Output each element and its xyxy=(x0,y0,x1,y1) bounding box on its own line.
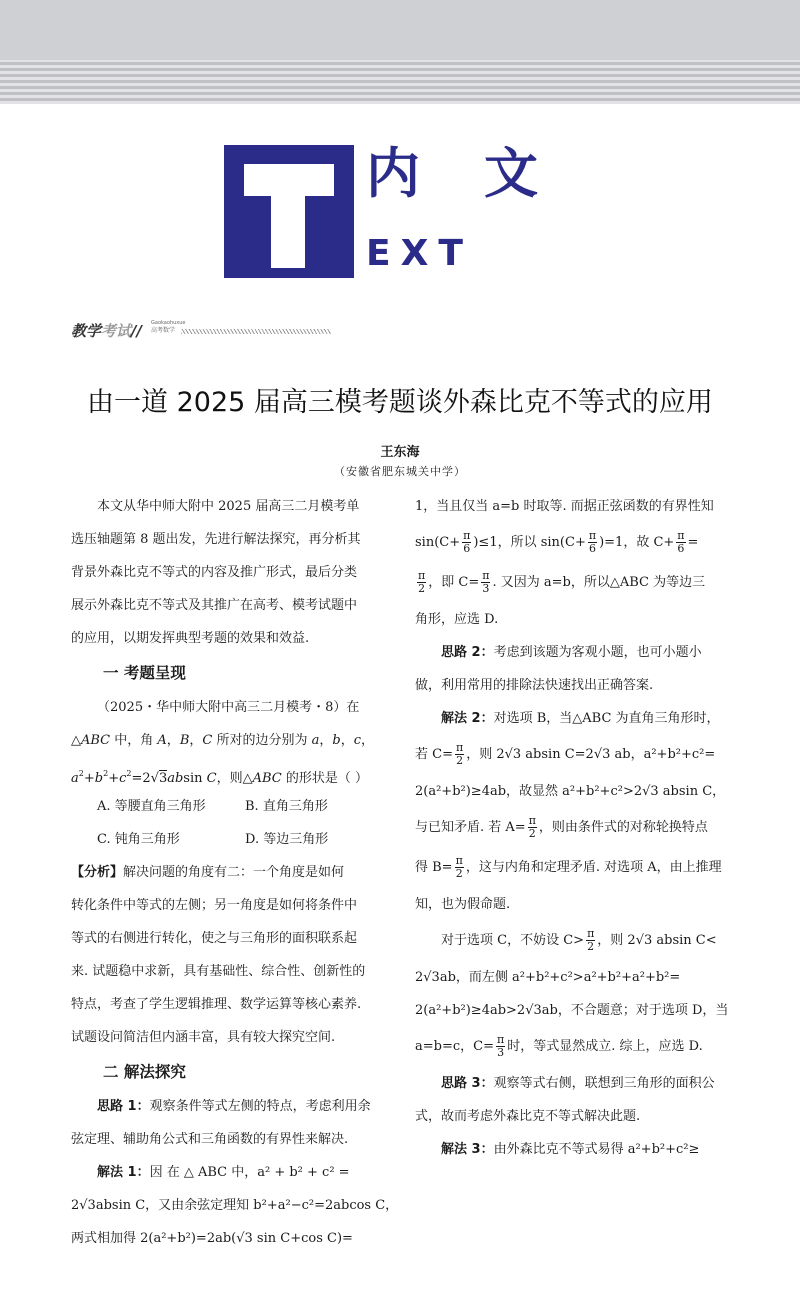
idea-tag: 思路 1： xyxy=(97,1099,150,1114)
math-var: c xyxy=(119,771,127,786)
numerator: π xyxy=(528,814,536,827)
journal-name xyxy=(71,320,142,341)
fraction xyxy=(455,742,464,767)
analysis-tag: 【分析】 xyxy=(71,865,124,880)
text-run: )=1，故 C+ xyxy=(599,535,675,550)
journal-name-part: // xyxy=(131,322,142,340)
text-run: ，则 2√3 absin C< xyxy=(597,933,717,948)
numerator: π xyxy=(463,529,471,542)
numerator: π xyxy=(418,569,426,582)
article-author: 王东海 xyxy=(380,445,420,460)
idea-tag: 思路 3： xyxy=(441,1076,494,1091)
option-a: A. 等腰直角三角形 xyxy=(97,799,206,814)
text-run: 观察等式右侧，联想到三角形的面积公 xyxy=(493,1076,715,1091)
banner-stripe xyxy=(0,62,800,65)
article-affiliation: （安徽省肥东城关中学） xyxy=(334,465,466,478)
text-run: =2 xyxy=(131,771,151,786)
banner-stripe xyxy=(0,98,800,101)
math-var: b xyxy=(94,771,104,786)
solution-line: 两式相加得 2(a²+b²)=2ab(√3 sin C+cos C)= xyxy=(71,1231,353,1246)
option-d: D. 等边三角形 xyxy=(245,832,329,847)
solution-tag: 解法 3： xyxy=(441,1142,494,1157)
solution-line xyxy=(415,1027,741,1067)
idea-line xyxy=(415,636,741,669)
idea-line: 式，故而考虑外森比克不等式解决此题. xyxy=(415,1109,641,1124)
text-run: 中，角 xyxy=(110,733,158,748)
denominator: 6 xyxy=(588,542,596,555)
section-heading: 二 解法探究 xyxy=(103,1063,186,1081)
denominator: 6 xyxy=(463,542,471,555)
sqrt-radicand: 3 xyxy=(158,771,168,786)
problem-line: （2025・华中师大附中高三二月模考・8）在 xyxy=(97,700,360,715)
fraction xyxy=(528,815,537,840)
solution-line xyxy=(71,1156,397,1189)
section-title-cn: 内文 xyxy=(366,142,602,205)
sqrt-sign: √ xyxy=(150,771,159,786)
solution-line: 2√3ab，而左侧 a²+b²+c²>a²+b²+a²+b²= xyxy=(415,970,681,985)
analysis-line: 特点，考查了学生逻辑推理、数学运算等核心素养. xyxy=(71,997,362,1012)
text-run: 所对的边分别为 xyxy=(212,733,312,748)
section-logo-t-stem xyxy=(271,164,305,268)
numerator: π xyxy=(496,1033,505,1046)
section-heading: 一 考题呈现 xyxy=(103,664,186,682)
numerator: π xyxy=(588,529,597,542)
denominator: 2 xyxy=(456,754,464,767)
fraction xyxy=(676,530,685,555)
text-run: 解决问题的角度有二：一个角度是如何 xyxy=(123,865,345,880)
text-run: + xyxy=(83,771,95,786)
text-run: = xyxy=(687,535,699,550)
text-run: . 又因为 a=b，所以△ABC 为等边三 xyxy=(492,575,706,590)
fraction xyxy=(455,855,464,880)
solution-line xyxy=(415,702,741,735)
solution-line: 1，当且仅当 a=b 时取等. 而据正弦函数的有界性知 xyxy=(415,499,714,514)
denominator: 3 xyxy=(482,582,490,595)
text-run: ，这与内角和定理矛盾. 对选项 A，由上推理 xyxy=(465,860,722,875)
text-run: 得 B= xyxy=(415,860,453,875)
numerator: π xyxy=(677,529,685,542)
text-run: ， xyxy=(189,733,203,748)
solution-line: 知，也为假命题. xyxy=(415,897,511,912)
math-var: A xyxy=(157,733,167,748)
banner-stripe xyxy=(0,86,800,89)
analysis-line: 转化条件中等式的左侧；另一角度是如何将条件中 xyxy=(71,898,358,913)
math-var: b xyxy=(332,733,341,748)
article-title: 由一道 2025 届高三模考题谈外森比克不等式的应用 xyxy=(87,387,713,418)
analysis-line xyxy=(71,856,397,889)
text-run: sin xyxy=(183,771,207,786)
math-var: ABC xyxy=(81,733,111,748)
text-run: ， xyxy=(166,733,180,748)
journal-tag xyxy=(71,318,271,342)
text-run: 若 C= xyxy=(415,747,453,762)
abstract-line: 展示外森比克不等式及其推广在高考、模考试题中 xyxy=(71,598,358,613)
idea-line: 弦定理、辅助角公式和三角函数的有界性来解决. xyxy=(71,1132,349,1147)
denominator: 2 xyxy=(587,940,595,953)
banner-stripe xyxy=(0,68,800,71)
superscript: 2 xyxy=(126,769,132,778)
denominator: 3 xyxy=(497,1046,505,1059)
top-banner xyxy=(0,0,800,104)
superscript: 2 xyxy=(103,769,109,778)
fraction xyxy=(481,570,490,595)
numerator: π xyxy=(455,741,464,754)
fraction xyxy=(588,530,597,555)
solution-line: 2(a²+b²)≥4ab，故显然 a²+b²+c²>2√3 absin C， xyxy=(415,784,726,799)
solution-tag: 解法 2： xyxy=(441,711,494,726)
text-run: )≤1，所以 sin(C+ xyxy=(473,535,586,550)
text-run: 观察条件等式左侧的特点，考虑利用余 xyxy=(149,1099,371,1114)
solution-line xyxy=(415,808,741,848)
analysis-line: 等式的右侧进行转化，使之与三角形的面积联系起 xyxy=(71,931,358,946)
math-var: ab xyxy=(167,771,184,786)
solution-line xyxy=(415,848,741,888)
math-var: ABC xyxy=(252,771,282,786)
journal-subtitle-pinyin: Gaokaohuxue xyxy=(151,320,186,326)
journal-subtitle-cn: 高考数学 xyxy=(151,327,176,334)
option-b: B. 直角三角形 xyxy=(245,799,328,814)
text-run: 时，等式显然成立. 综上，应选 D. xyxy=(507,1039,703,1054)
journal-hatch-decoration xyxy=(181,329,331,334)
text-run: 考虑到该题为客观小题，也可小题小 xyxy=(493,645,702,660)
idea-line xyxy=(71,1090,397,1123)
text-run: 由外森比克不等式易得 a²+b²+c²≥ xyxy=(493,1142,700,1157)
abstract-line: 背景外森比克不等式的内容及推广形式，最后分类 xyxy=(71,565,358,580)
solution-line: 角形，应选 D. xyxy=(415,612,499,627)
solution-line xyxy=(415,735,741,775)
banner-stripe xyxy=(0,74,800,77)
right-column xyxy=(415,490,741,1166)
abstract-line: 选压轴题第 8 题出发，先进行解法探究，再分析其 xyxy=(71,532,361,547)
numerator: π xyxy=(455,854,463,867)
math-var: a xyxy=(311,733,320,748)
numerator: π xyxy=(587,927,595,940)
banner-stripe xyxy=(0,80,800,83)
solution-line: 2(a²+b²)≥4ab>2√3ab，不合题意；对于选项 D，当 xyxy=(415,1003,729,1018)
idea-tag: 思路 2： xyxy=(441,645,494,660)
options-row xyxy=(71,823,397,856)
solution-line xyxy=(415,563,741,603)
options-row xyxy=(71,790,397,823)
text-run: sin(C+ xyxy=(415,535,461,550)
denominator: 2 xyxy=(455,867,463,880)
fraction xyxy=(417,570,426,595)
denominator: 2 xyxy=(418,582,426,595)
top-banner-solid xyxy=(0,0,800,60)
text-run: △ xyxy=(71,733,81,748)
text-run: 的形状是（ ） xyxy=(281,771,368,786)
text-run: ， xyxy=(340,733,354,748)
text-run: a=b=c，C= xyxy=(415,1039,494,1054)
left-column xyxy=(71,490,397,1255)
text-run: ， xyxy=(319,733,333,748)
section-title-en: EXT xyxy=(366,233,473,274)
solution-line xyxy=(415,1133,741,1166)
text-run: 对于选项 C，不妨设 C> xyxy=(441,933,585,948)
solution-line: 2√3absin C，又由余弦定理知 b²+a²−c²=2abcos C， xyxy=(71,1198,399,1213)
fraction xyxy=(496,1034,505,1059)
analysis-line: 来. 试题稳中求新，具有基础性、综合性、创新性的 xyxy=(71,964,366,979)
text-run: ，即 C= xyxy=(428,575,480,590)
math-var: B xyxy=(179,733,190,748)
text-run: 对选项 B，当△ABC 为直角三角形时， xyxy=(493,711,720,726)
text-run: ，则 2√3 absin C=2√3 ab，a²+b²+c²= xyxy=(466,747,716,762)
problem-line xyxy=(71,724,397,757)
solution-line xyxy=(415,523,741,563)
text-run: ，则△ xyxy=(216,771,253,786)
text-run: 与已知矛盾. 若 A= xyxy=(415,820,526,835)
text-run: + xyxy=(108,771,120,786)
journal-name-part: 考试 xyxy=(101,322,132,340)
abstract-line: 本文从华中师大附中 2025 届高三二月模考单 xyxy=(97,499,360,514)
solution-line xyxy=(415,921,741,961)
abstract-line: 的应用，以期发挥典型考题的效果和效益. xyxy=(71,631,310,646)
denominator: 6 xyxy=(677,542,685,555)
option-c: C. 钝角三角形 xyxy=(97,832,180,847)
text-run: 因 在 △ ABC 中，a² + b² + c² = xyxy=(149,1165,350,1180)
math-var: C xyxy=(202,733,213,748)
idea-line xyxy=(415,1067,741,1100)
math-var: C xyxy=(206,771,217,786)
text-run: ， xyxy=(361,733,375,748)
fraction xyxy=(586,928,595,953)
superscript: 2 xyxy=(78,769,84,778)
fraction xyxy=(462,530,471,555)
solution-tag: 解法 1： xyxy=(97,1165,150,1180)
journal-name-part: 教学 xyxy=(71,322,102,340)
denominator: 2 xyxy=(528,827,536,840)
problem-line xyxy=(71,757,397,790)
math-var: a xyxy=(71,771,79,786)
math-var: c xyxy=(353,733,362,748)
idea-line: 做，利用常用的排除法快速找出正确答案. xyxy=(415,678,654,693)
analysis-line: 试题设问简洁但内涵丰富，具有较大探究空间. xyxy=(71,1030,336,1045)
text-run: ，则由条件式的对称轮换特点 xyxy=(538,820,708,835)
numerator: π xyxy=(482,569,490,582)
banner-stripe xyxy=(0,92,800,95)
